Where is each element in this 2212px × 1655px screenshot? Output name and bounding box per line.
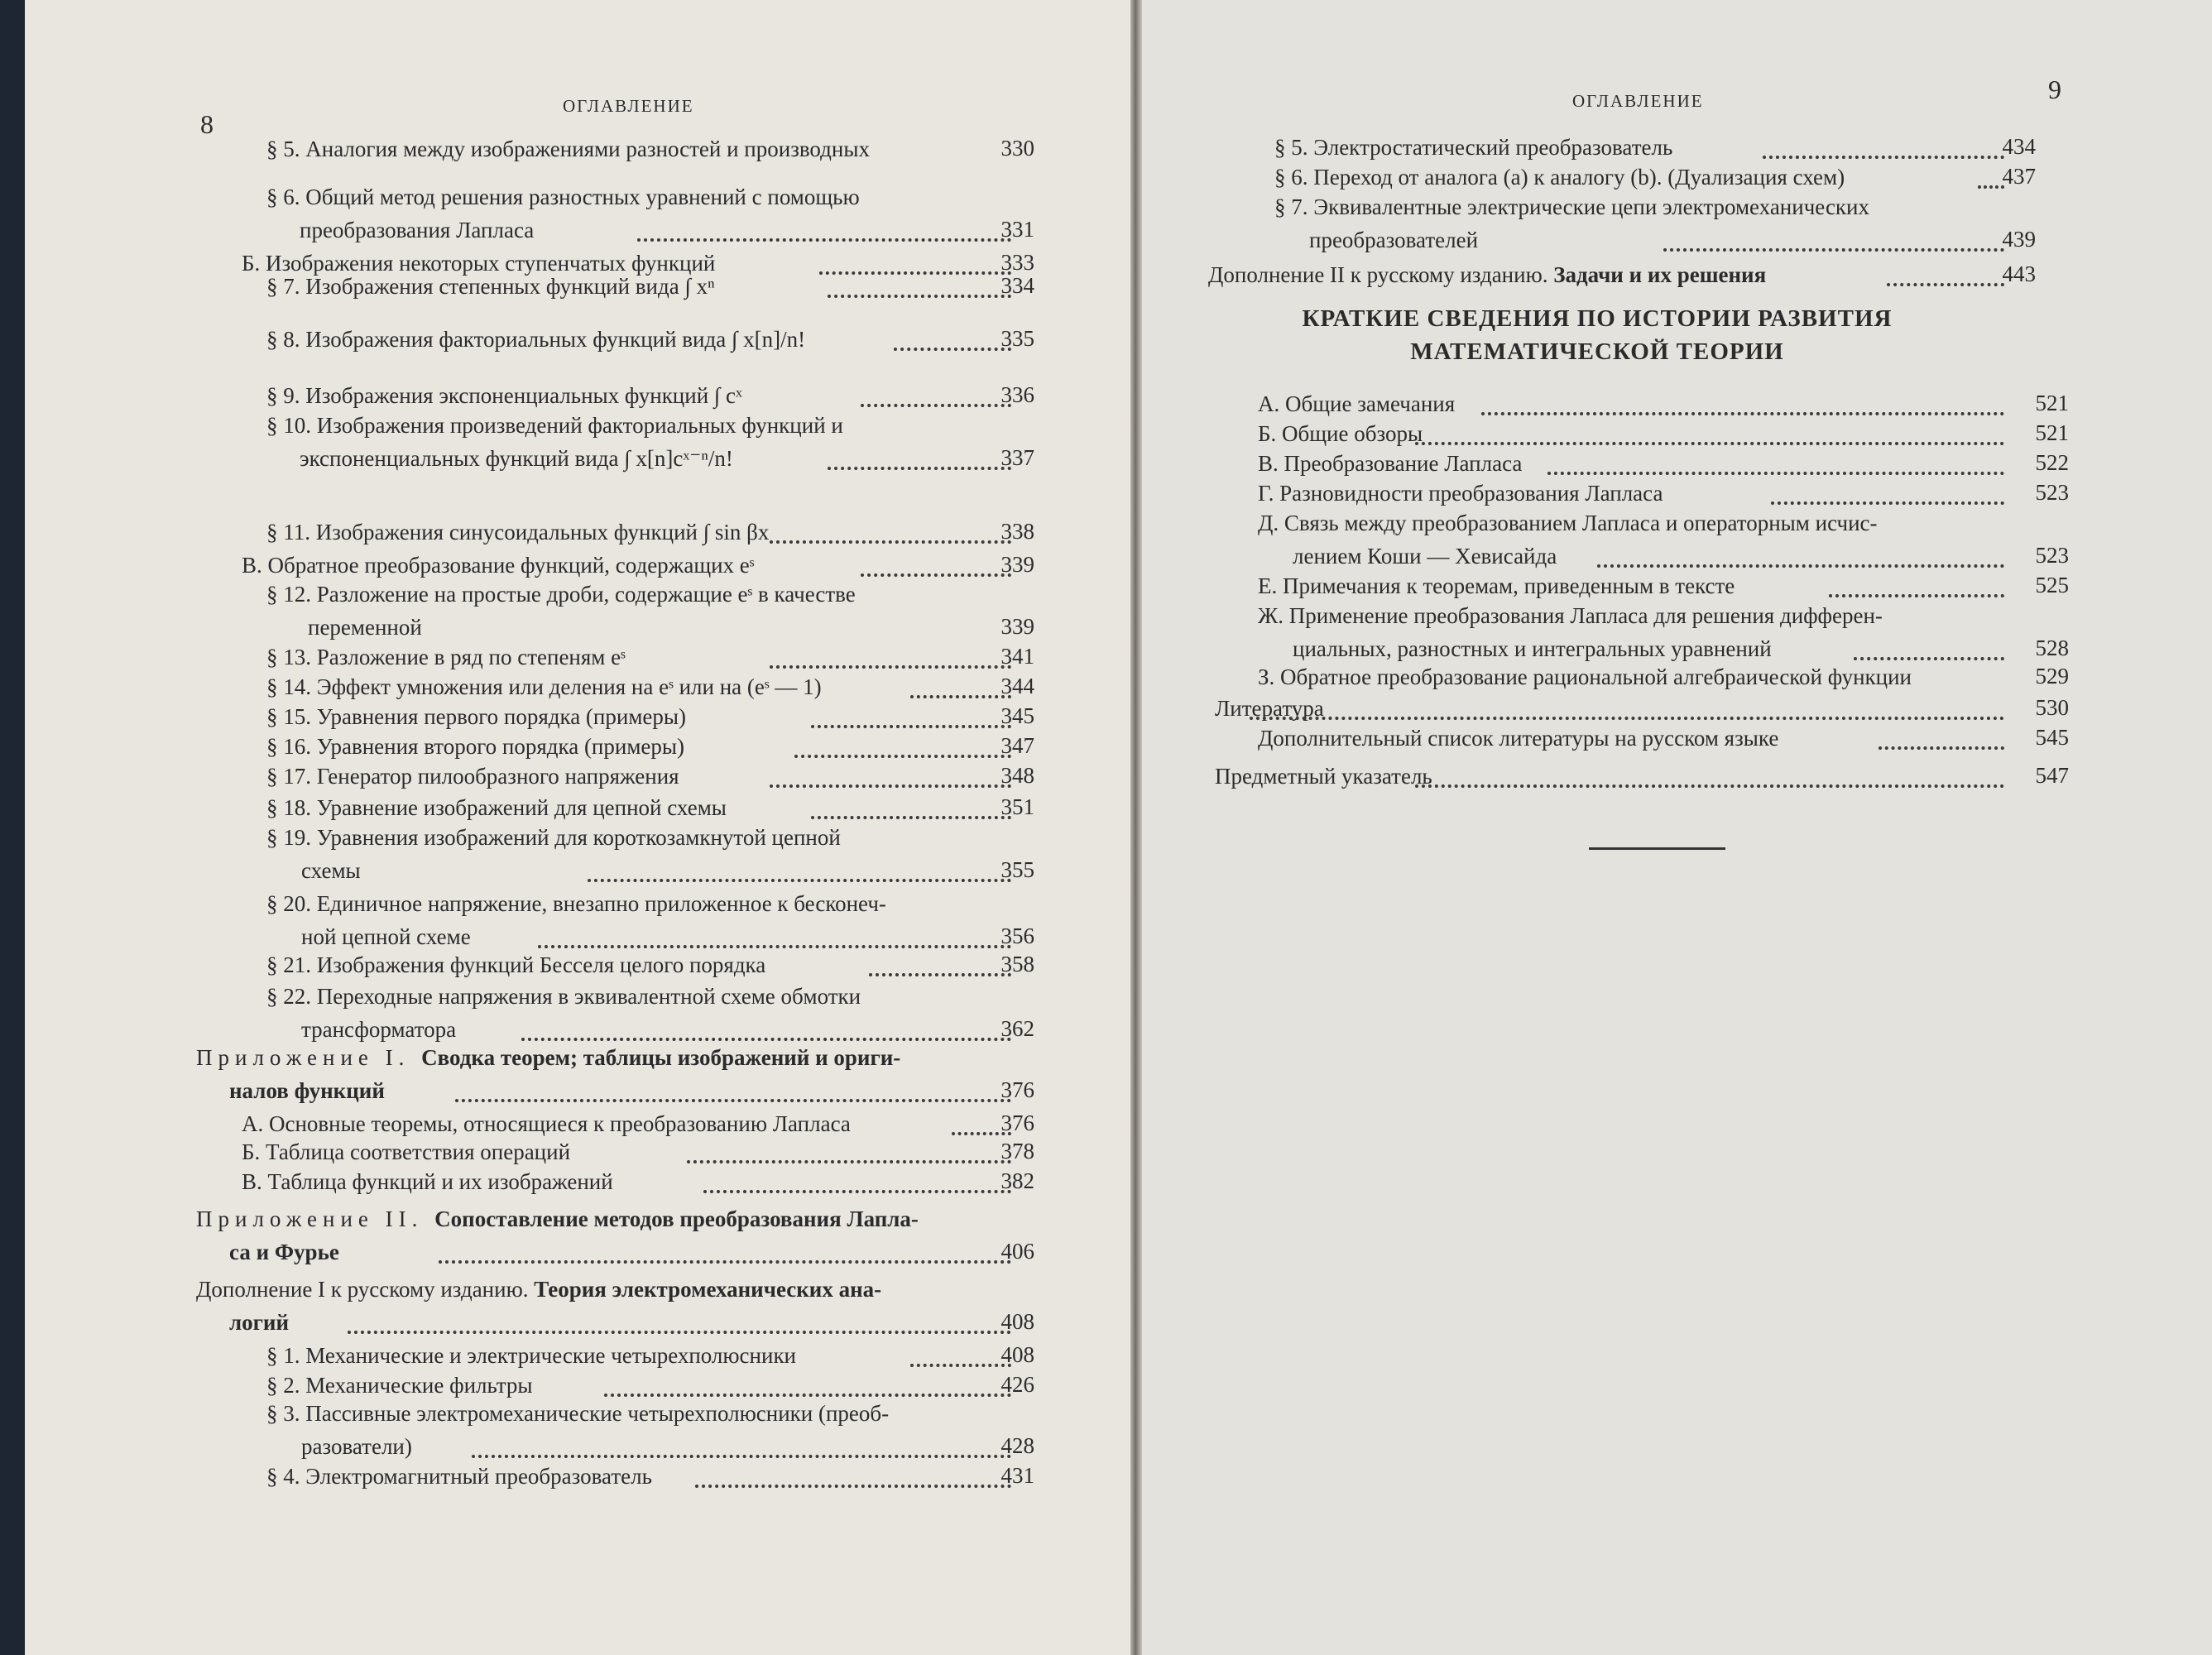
page-ref: 331 xyxy=(1000,217,1034,242)
running-head-left: ОГЛАВЛЕНИЕ xyxy=(563,96,694,116)
page-ref: 347 xyxy=(1000,733,1034,758)
dot-leader xyxy=(588,875,1011,882)
entry-title: Е. Примечания к теоремам, приведенным в тексте xyxy=(1258,573,1735,598)
page-ref: 338 xyxy=(1000,519,1034,544)
page-ref: 428 xyxy=(1000,1433,1034,1458)
entry-continuation: разователи) xyxy=(301,1434,412,1459)
entry-title: § 15. Уравнения первого порядка (примеры) xyxy=(266,704,687,729)
entry-continuation: схемы xyxy=(301,858,361,883)
entry-continuation: трансформатора xyxy=(301,1017,457,1042)
dot-leader xyxy=(521,1034,1011,1041)
left-page xyxy=(25,0,1130,1655)
dot-leader xyxy=(1854,654,2004,660)
entry-title: § 18. Уравнение изображений для цепной схемы xyxy=(266,795,727,820)
page-ref: 529 xyxy=(2035,664,2069,688)
entry-title: Предметный указатель xyxy=(1215,764,1432,789)
entry-title: § 13. Разложение в ряд по степеням eˢ xyxy=(266,645,626,669)
page-ref: 439 xyxy=(2002,227,2036,252)
page-ref: 351 xyxy=(1000,794,1034,819)
entry-title: В. Преобразование Лапласа xyxy=(1258,451,1523,476)
page-ref: 528 xyxy=(2035,636,2069,660)
page-ref: 431 xyxy=(1000,1463,1034,1488)
entry-title: А. Основные теоремы, относящиеся к преобразованию Лапласа xyxy=(242,1111,851,1136)
page-ref: 521 xyxy=(2035,391,2069,415)
page-ref: 355 xyxy=(1000,857,1034,882)
page-ref: 362 xyxy=(1000,1016,1034,1041)
page-ref: 382 xyxy=(1000,1168,1034,1193)
dot-leader xyxy=(1415,781,2004,788)
entry-title: § 6. Общий метод решения разностных уравнений с помощью xyxy=(266,185,860,209)
entry-title: Литература xyxy=(1215,696,1324,721)
page-ref: 335 xyxy=(1000,326,1034,351)
entry-title: § 9. Изображения экспоненциальных функций ∫ cˣ xyxy=(266,383,742,408)
dot-leader xyxy=(455,1096,1011,1102)
page-ref: 523 xyxy=(2035,543,2069,568)
page-ref: 547 xyxy=(2035,763,2069,788)
history-heading-line1: КРАТКИЕ СВЕДЕНИЯ ПО ИСТОРИИ РАЗВИТИЯ xyxy=(1302,305,1893,332)
dot-leader xyxy=(1663,245,2004,252)
entry-title: § 2. Механические фильтры xyxy=(266,1373,533,1398)
dot-leader xyxy=(1415,439,2004,445)
entry-title: § 21. Изображения функций Бесселя целого порядка xyxy=(266,952,766,977)
entry-label: Приложение I. xyxy=(196,1045,422,1070)
page-ref: 525 xyxy=(2035,573,2069,597)
entry-title: § 7. Эквивалентные электрические цепи электромеханических xyxy=(1274,194,1869,219)
entry-title: § 12. Разложение на простые дроби, содержащие eˢ в качестве xyxy=(266,582,856,607)
entry-title: § 5. Электростатический преобразователь xyxy=(1274,135,1673,160)
page-ref: 406 xyxy=(1000,1239,1034,1264)
entry-title: Теория электромеханических ана- xyxy=(534,1277,882,1302)
entry-title: § 22. Переходные напряжения в эквивалентной схеме обмотки xyxy=(266,984,861,1009)
page-ref: 434 xyxy=(2002,134,2036,159)
page-ref: 408 xyxy=(1000,1342,1034,1367)
entry-title: § 3. Пассивные электромеханические четырехполюсники (преоб- xyxy=(266,1401,890,1426)
entry-title: § 16. Уравнения второго порядка (примеры) xyxy=(266,734,685,759)
dot-leader xyxy=(1597,561,2004,568)
page-ref: 334 xyxy=(1000,273,1034,298)
book-gutter xyxy=(1130,0,1142,1655)
page-ref: 348 xyxy=(1000,763,1034,788)
entry-title: § 17. Генератор пилообразного напряжения xyxy=(266,764,679,789)
entry-title: § 19. Уравнения изображений для короткозамкнутой цепной xyxy=(266,825,841,850)
page-ref: 337 xyxy=(1000,445,1034,470)
dot-leader xyxy=(1547,468,2004,475)
entry-continuation: экспоненциальных функций вида ∫ x[n]cˣ⁻ⁿ/n! xyxy=(300,446,733,471)
entry-continuation: преобразователей xyxy=(1309,228,1479,252)
history-heading-line2: МАТЕМАТИЧЕСКОЙ ТЕОРИИ xyxy=(1410,338,1784,365)
entry-continuation: переменной xyxy=(308,615,422,640)
entry-continuation: налов функций xyxy=(229,1078,385,1103)
page-ref: 545 xyxy=(2035,725,2069,750)
entry-label: Дополнение I к русскому изданию. xyxy=(196,1277,535,1302)
page-ref: 408 xyxy=(1000,1309,1034,1334)
dot-leader xyxy=(1879,743,2004,750)
end-rule xyxy=(1589,847,1725,850)
page-ref: 378 xyxy=(1000,1139,1034,1163)
entry-title: Б. Изображения некоторых ступенчатых функций xyxy=(242,251,716,276)
dot-leader xyxy=(604,1390,1011,1397)
running-head-right: ОГЛАВЛЕНИЕ xyxy=(1572,91,1704,111)
entry-continuation: са и Фурье xyxy=(229,1240,339,1264)
page-ref: 376 xyxy=(1000,1077,1034,1102)
entry-title: В. Таблица функций и их изображений xyxy=(242,1169,613,1194)
page-number-right: 9 xyxy=(2048,74,2061,104)
page-ref: 341 xyxy=(1000,644,1034,669)
page-ref: 339 xyxy=(1000,552,1034,577)
entry-title: Задачи и их решения xyxy=(1553,262,1767,287)
page-ref: 345 xyxy=(1000,703,1034,728)
page-ref: 344 xyxy=(1000,674,1034,698)
entry-title: Дополнительный список литературы на русском языке xyxy=(1258,726,1779,751)
entry-title: § 6. Переход от аналога (a) к аналогу (b). (Дуализация схем) xyxy=(1274,165,1845,189)
page-ref: 522 xyxy=(2035,450,2069,475)
page-ref: 336 xyxy=(1000,382,1034,407)
entry-title: § 8. Изображения факториальных функций вида ∫ x[n]/n! xyxy=(266,327,806,352)
dot-leader xyxy=(1481,409,2004,415)
entry-title: Ж. Применение преобразования Лапласа для решения дифферен- xyxy=(1258,603,1883,628)
page-ref: 426 xyxy=(1000,1372,1034,1397)
entry-title: § 20. Единичное напряжение, внезапно приложенное к бесконеч- xyxy=(266,891,886,916)
entry-title: Сводка теорем; таблицы изображений и ориги- xyxy=(421,1045,901,1070)
entry-title: § 5. Аналогия между изображениями разностей и производных xyxy=(266,137,870,161)
entry-title: Б. Общие обзоры xyxy=(1258,421,1423,446)
entry-title: Б. Таблица соответствия операций xyxy=(242,1139,571,1164)
entry-title: § 1. Механические и электрические четырехполюсники xyxy=(266,1343,797,1368)
dot-leader xyxy=(1250,713,2004,720)
page-ref: 521 xyxy=(2035,420,2069,445)
page-ref: 376 xyxy=(1000,1111,1034,1135)
dot-leader xyxy=(1829,591,2004,597)
entry-title: Г. Разновидности преобразования Лапласа xyxy=(1258,481,1663,506)
dot-leader xyxy=(1771,498,2004,505)
dot-leader xyxy=(348,1327,1011,1334)
entry-title: Сопоставление методов преобразования Лапла- xyxy=(434,1206,919,1231)
entry-title: В. Обратное преобразование функций, содержащих eˢ xyxy=(242,553,755,578)
dot-leader xyxy=(637,235,1011,242)
entry-continuation: ной цепной схеме xyxy=(301,924,471,949)
page-number-left: 8 xyxy=(200,109,214,139)
page-ref: 530 xyxy=(2035,695,2069,720)
dot-leader xyxy=(472,1451,1011,1458)
right-page xyxy=(1142,0,2212,1655)
page-ref: 330 xyxy=(1000,136,1034,161)
entry-title: А. Общие замечания xyxy=(1258,391,1456,416)
entry-title: З. Обратное преобразование рациональной алгебраической функции xyxy=(1258,664,1912,689)
entry-continuation: преобразования Лапласа xyxy=(300,218,535,242)
page-ref: 333 xyxy=(1000,250,1034,275)
entry-title: § 7. Изображения степенных функций вида ∫ xⁿ xyxy=(266,274,715,299)
entry-continuation: логий xyxy=(229,1310,290,1335)
entry-continuation: циальных, разностных и интегральных уравнений xyxy=(1293,636,1772,661)
page-ref: 358 xyxy=(1000,952,1034,976)
entry-label: Дополнение II к русскому изданию. xyxy=(1208,262,1554,287)
page-ref: 523 xyxy=(2035,480,2069,505)
entry-title: § 14. Эффект умножения или деления на eˢ или на (eˢ — 1) xyxy=(266,674,822,699)
dot-leader xyxy=(538,942,1011,948)
entry-title: § 4. Электромагнитный преобразователь xyxy=(266,1464,652,1489)
entry-label: Приложение II. xyxy=(196,1206,435,1231)
page-ref: 443 xyxy=(2002,261,2036,286)
entry-title: Д. Связь между преобразованием Лапласа и операторным исчис- xyxy=(1258,511,1878,535)
entry-title: § 11. Изображения синусоидальных функций ∫ sin βx xyxy=(266,520,770,544)
page-ref: 339 xyxy=(1000,614,1034,639)
dot-leader xyxy=(439,1257,1011,1264)
page-ref: 356 xyxy=(1000,923,1034,948)
entry-title: § 10. Изображения произведений факториальных функций и xyxy=(266,413,843,438)
entry-continuation: лением Коши — Хевисайда xyxy=(1293,544,1557,568)
history-heading xyxy=(1266,302,1928,368)
page-ref: 437 xyxy=(2002,164,2036,189)
